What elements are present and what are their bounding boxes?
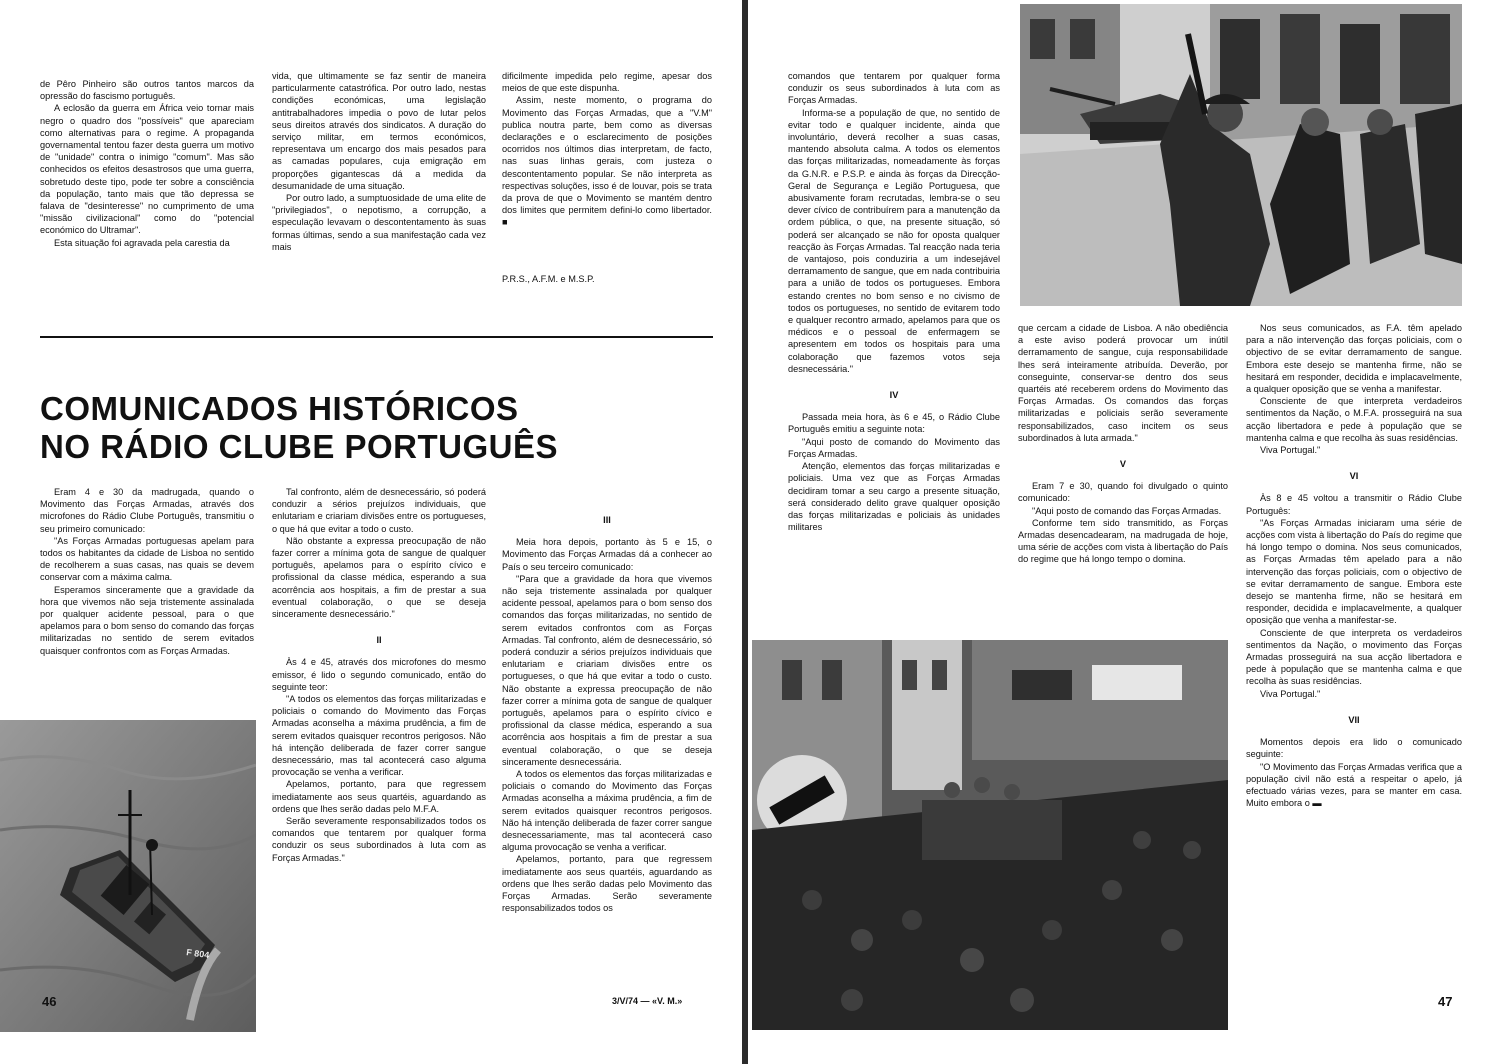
paragraph: Informa-se a população de que, no sentido de evitar todo e qualquer incidente, ainda que involuntário, deverá recolher a suas casas, mantendo absoluta calma. A todos os elementos das forças militarizadas, nomeadamente às forças da G.N.R. e P.S.P. e ainda às forças da Direcção-Geral de Segurança e Legião Portuguesa, que abusivamente foram recrutadas, lembra-se o seu dever cívico de contribuírem para a manutenção da ordem pública, o que, na presente situação, só poderá ser alcançado se não for oposta qualquer reacção às Forças Armadas. Tal reacção nada teria de vantajoso, pois conduziria a um indesejável derramamento de sangue, que em nada contribuiria para a união de todos os portugueses. Embora estando crentes no bom senso e no civismo de todos os portugueses, no sentido de evitarem todo e qualquer recontro armado, apelamos para que os médicos e o pessoal de enfermagem se apresentem em todos os hospitais para uma colaboração que fazemos votos seja desnecessária."	[788, 107, 1000, 374]
right-column-2	[1018, 322, 1228, 622]
paragraph: que cercam a cidade de Lisboa. A não obediência a este aviso poderá provocar um inútil derramamento de sangue, cuja responsabilidade lhes será inteiramente atribuída. Deverão, por conseguinte, conservar-se dentro dos seus quartéis até receberem ordens do Movimento das Forças Armadas. Os comandos das forças militarizadas e policiais serão severamente responsabilizados, caso incitem os seus subordinados à luta armada."	[1018, 323, 1228, 443]
paragraph: Tal confronto, além de desnecessário, só poderá conduzir a sérios prejuízos individuais, que enlutariam e criariam divisões entre os portugueses, o que há que evitar a todo o custo.	[272, 487, 486, 534]
paragraph: de Pêro Pinheiro são outros tantos marcos da opressão do fascismo português.	[40, 79, 254, 102]
section-rule	[40, 336, 713, 338]
section-number: IV	[889, 390, 899, 401]
paragraph: vida, que ultimamente se faz sentir de maneira particularmente catastrófica. Por outro lado, nestas condições económicas, uma legislação antitrabalhadores impedia o povo de lutar pelos seus direitos através dos sindicatos. A duração do serviço militar, em termos económicos, representava um encargo dos mais pesados para as camadas populares, cuja emigração em proporções gigantescas dá a medida da desumanidade de uma situação.	[272, 71, 486, 191]
paragraph: A eclosão da guerra em África veio tornar mais negro o quadro dos "possíveis" que apareciam como alternativas para o regime. A propaganda governamental tentou fazer desta guerra um motivo de "unidade" contra o inimigo "comum". Mas são conhecidos os efeitos desastrosos que uma guerra, sobretudo deste tipo, pode ter sobre a consciência da população, tanto mais que tão depressa se falava de "desinteresse" no cumprimento de uma "missão civilizacional" como do "potencial económico do Ultramar".	[40, 103, 254, 236]
paragraph: Viva Portugal."	[1260, 688, 1321, 699]
intro-column-1	[40, 78, 254, 298]
footer-date: 3/V/74 — «V. M.»	[612, 996, 683, 1006]
hull-number: F 804	[185, 947, 210, 961]
soldier-tank-photo	[1020, 4, 1462, 306]
communique-column-1	[40, 486, 254, 711]
paragraph: Esperamos sinceramente que a gravidade da hora que vivemos não seja tristemente assinalada por qualquer acidente pessoal, para o que apelamos para o bom senso do comando das forças militarizadas no sentido de serem evitados quaisquer confrontos com as Forças Armadas.	[40, 584, 254, 656]
headline	[40, 390, 600, 466]
paragraph: comandos que tentarem por qualquer forma conduzir os seus subordinados à luta com as Forças Armadas.	[788, 71, 1000, 106]
paragraph: "Para que a gravidade da hora que vivemos não seja tristemente assinalada por qualquer acidente pessoal, apelamos para o bom senso dos comandos das forças militarizadas, no sentido de serem evitados confrontos com as Forças Armadas. Tal confronto, além de desnecessário, só poderá conduzir a sérios prejuízos individuais que enlutariam e criariam divisões entre os portugueses, o que há que evitar a todo o custo. Não obstante a expressa preocupação de não fazer correr a mínima gota de sangue de qualquer português, apelamos para o espírito cívico e profissional da classe médica, esperando a sua acorrência aos hospitais a fim de prestar a sua eventual colaboração, o que se deseja sinceramente desnecessária.	[502, 573, 712, 767]
intro-column-2	[272, 70, 486, 295]
paragraph: Assim, neste momento, o programa do Movimento das Forças Armadas, que a "V.M" publica noutra parte, bem como as diversas declarações e o esclarecimento de posições ocorridos nos últimos dias interpretam, de facto, nas suas linhas gerais, com justeza o descontentamento popular. Se não interpreta as respectivas soluções, isso é de louvar, pois se trata da prova de que o Movimento se mantém dentro dos limites que permitem defini-lo como libertador. ■	[502, 95, 712, 228]
paragraph: Consciente de que interpreta verdadeiros sentimentos da Nação, o M.F.A. prosseguirá na sua acção libertadora e pede à população que se mantenha calma e que recolha às suas residências.	[1246, 396, 1462, 443]
headline-line-2: NO RÁDIO CLUBE PORTUGUÊS	[40, 428, 559, 465]
paragraph: Meia hora depois, portanto às 5 e 15, o Movimento das Forças Armadas dá a conhecer ao País o seu terceiro comunicado:	[502, 537, 712, 572]
right-column-1	[788, 70, 1000, 630]
paragraph: Momentos depois era lido o comunicado seguinte:	[1246, 737, 1462, 760]
paragraph: Eram 7 e 30, quando foi divulgado o quinto comunicado:	[1018, 481, 1228, 504]
paragraph: dificilmente impedida pelo regime, apesar dos meios de que este dispunha.	[502, 71, 712, 94]
paragraph: Esta situação foi agravada pela carestia da	[54, 237, 230, 248]
communique-column-2	[272, 486, 486, 991]
intro-column-3	[502, 70, 712, 270]
warship-photo	[0, 720, 256, 1032]
page-number-left: 46	[42, 994, 57, 1009]
paragraph: Conforme tem sido transmitido, as Forças Armadas desencadearam, na madrugada de hoje, uma série de acções com vista à libertação do País do regime que há longo tempo o domina.	[1018, 517, 1228, 565]
paragraph: Viva Portugal."	[1260, 445, 1321, 456]
paragraph: Por outro lado, a sumptuosidade de uma elite de "privilegiados", o nepotismo, a corrupção, a especulação levavam o descontentamento às suas formas últimas, sendo a sua manifestação cada vez mais	[272, 193, 486, 252]
headline-line-1: COMUNICADOS HISTÓRICOS	[40, 390, 519, 427]
paragraph: Às 8 e 45 voltou a transmitir o Rádio Clube Português:	[1246, 493, 1462, 516]
paragraph: Apelamos, portanto, para que regressem imediatamente aos seus quartéis, aguardando as ordens que lhes serão dadas pelo M.F.A.	[272, 779, 486, 814]
section-number: VI	[1349, 471, 1359, 482]
paragraph: Serão severamente responsabilizados todos os comandos que tentarem por qualquer forma conduzir os seus subordinados à luta com as Forças Armadas."	[272, 816, 486, 863]
paragraph: Nos seus comunicados, as F.A. têm apelado para a não intervenção das forças policiais, com o objectivo de se evitar derramamento de sangue. Embora este desejo se mantenha firme, não se hesitará em responder, decidida e implacavelmente, a qualquer oposição que se venha a manifestar.	[1246, 323, 1462, 395]
paragraph: "As Forças Armadas iniciaram uma série de acções com vista à libertação do País do regime que há longo tempo o domina. Nos seus comunicados, as Forças Armadas têm apelado para a não intervenção das forças policiais, com o objectivo de se evitar derramamento de sangue. Embora este desejo se mantenha firme, não se hesitará em responder, decidida e implacavelmente, a qualquer oposição que venha a manifestar-se.	[1246, 517, 1462, 626]
section-number: V	[1119, 459, 1127, 470]
crowd-photo	[752, 640, 1228, 1030]
communique-column-3	[502, 500, 712, 990]
paragraph: "A todos os elementos das forças militarizadas e policiais o comando do Movimento das Forças Armadas aconselha a máxima prudência, a fim de serem evitados quaisquer recontros perigosos. Não há intenção deliberada de fazer correr sangue desnecessário, mas tal acontecerá caso alguma provocação se venha a verificar.	[272, 694, 486, 778]
signature: P.R.S., A.F.M. e M.S.P.	[502, 274, 595, 284]
right-page	[748, 0, 1495, 1064]
paragraph: "O Movimento das Forças Armadas verifica que a população civil não está a respeitar o apelo, já efectuado várias vezes, para se manter em casa. Muito embora o ▬	[1246, 761, 1462, 809]
paragraph: "As Forças Armadas portuguesas apelam para todos os habitantes da cidade de Lisboa no sentido de recolherem a suas casas, nas quais se devem conservar com a máxima calma.	[40, 535, 254, 583]
page-number-right: 47	[1438, 994, 1453, 1009]
section-number: II	[376, 635, 382, 646]
section-number: VII	[1348, 714, 1360, 725]
paragraph: Consciente de que interpreta os verdadeiros sentimentos da Nação, o movimento das Forças Armadas prosseguirá na sua acção libertadora e pede à população que se mantenha calma e que recolha às suas residências.	[1246, 627, 1462, 687]
paragraph: Passada meia hora, às 6 e 45, o Rádio Clube Português emitiu a seguinte nota:	[788, 412, 1000, 435]
section-number: III	[603, 515, 611, 525]
left-page	[0, 0, 742, 1064]
paragraph: Não obstante a expressa preocupação de não fazer correr a mínima gota de sangue de qualquer português, apelamos para o espírito cívico e profissional da classe médica, esperando a sua acorrência aos hospitais, a fim de prestar a sua eventual colaboração, o que se deseja sinceramente desnecessário."	[272, 535, 486, 620]
right-column-3	[1246, 322, 1462, 972]
paragraph: Atenção, elementos das forças militarizadas e policiais. Uma vez que as Forças Armadas decidiram tomar a seu cargo a presente situação, será considerado delito grave qualquer oposição das forças militarizadas e policiais às unidades militares	[788, 461, 1000, 533]
paragraph: "Aqui posto de comando das Forças Armadas.	[1032, 505, 1222, 516]
paragraph: "Aqui posto de comando do Movimento das Forças Armadas.	[788, 436, 1000, 459]
paragraph: Eram 4 e 30 da madrugada, quando o Movimento das Forças Armadas, através dos microfones do Rádio Clube Português, transmitiu o seu primeiro comunicado:	[40, 487, 254, 534]
paragraph: Apelamos, portanto, para que regressem imediatamente aos seus quartéis, aguardando as ordens que lhes serão dadas pelo Movimento das Forças Armadas. Serão severamente responsabilizados todos os	[502, 854, 712, 914]
paragraph: Às 4 e 45, através dos microfones do mesmo emissor, é lido o segundo comunicado, então do seguinte teor:	[272, 657, 486, 692]
paragraph: A todos os elementos das forças militarizadas e policiais o comando do Movimento das Forças Armadas aconselha a máxima prudência, a fim de serem evitados quaisquer recontros perigosos. Não há intenção deliberada de fazer correr sangue desnecessariamente, mas tal acontecerá caso alguma provocação se venha a verificar.	[502, 769, 712, 853]
